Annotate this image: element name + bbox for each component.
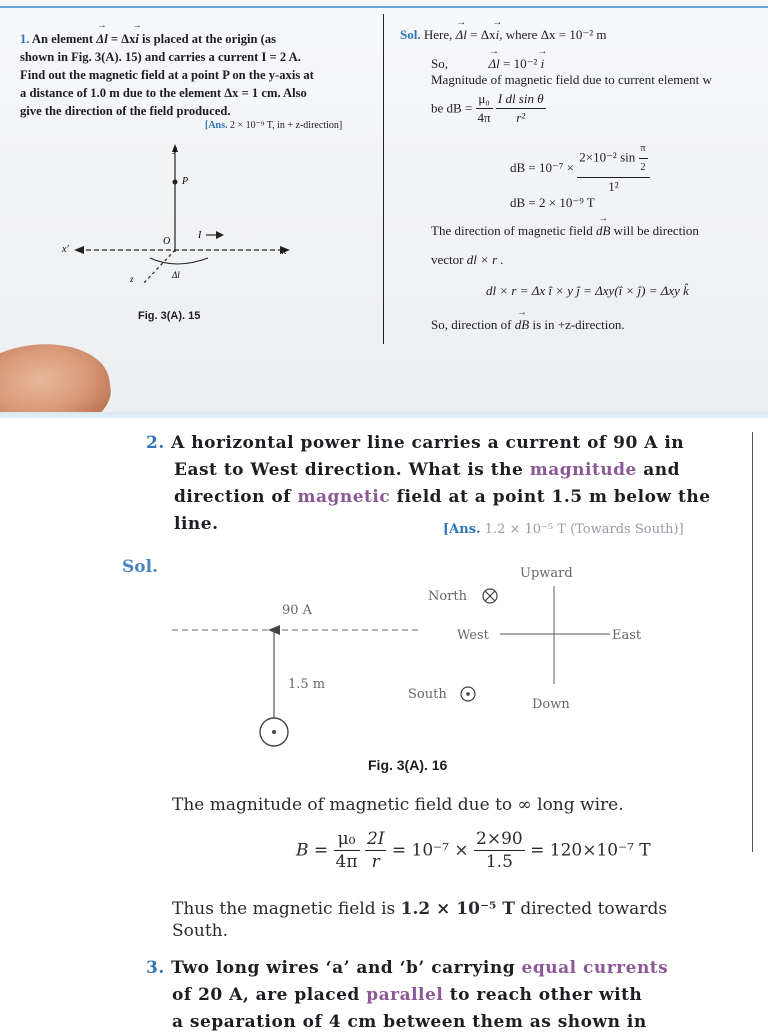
sol1-db-vec-2: → dB (515, 316, 529, 334)
result-value: 1.2 × 10⁻⁵ T (400, 899, 515, 919)
q1-line-1 (20, 30, 370, 48)
sol1-pi-2 (639, 140, 648, 177)
distance-label: 1.5 m (288, 677, 326, 692)
sol1-vector-dl-2: → Δl (488, 55, 499, 73)
result-text-c: directed towards (520, 899, 668, 919)
label-dl: Δl (172, 270, 180, 280)
sol1-frac-mu (476, 90, 493, 127)
sol1-4pi: 4π (477, 110, 491, 125)
result-text-d: South. (172, 921, 229, 941)
sol1-db-10: dB = 10⁻⁷ × (510, 160, 574, 175)
z-axis (142, 250, 175, 285)
q2-text-2a: East to West direction. What is the (174, 460, 524, 480)
sol1-num-text: 2×10⁻² sin (579, 149, 636, 165)
q3-line-2 (146, 982, 746, 1009)
x-prime-arrowhead (74, 246, 84, 254)
q1-line-2: shown in Fig. 3(A). 15) and carries a current I = 2 A. (20, 50, 301, 64)
result-text-a: Thus the magnetic field is (172, 899, 396, 919)
q1-text-1a: An element (31, 32, 94, 46)
sol1-z-direction: is in +z-direction. (532, 317, 625, 332)
formula-frac-2i (365, 828, 387, 873)
sol1-line-4 (431, 90, 546, 127)
formula-b (296, 828, 651, 873)
q2-text-3a: direction of (174, 487, 292, 507)
sol1-unit-i: → i (496, 26, 500, 44)
sol1-line-1 (400, 26, 607, 44)
q1-number: 1. (20, 32, 30, 46)
q1-vector-dl: → Δl (96, 30, 107, 48)
q1-line-3: Find out the magnetic field at a point P on the y-axis at (20, 68, 314, 82)
q1-text-1b: = Δx (110, 32, 136, 46)
top-rule (0, 6, 768, 8)
sol1-two: 2 (640, 162, 646, 173)
sol1-db-vec: → dB (596, 222, 610, 240)
label-z: z (130, 274, 134, 284)
right-divider (752, 432, 753, 852)
q3-text-2c: to reach other with (449, 985, 643, 1005)
current-label: 90 A (282, 603, 313, 618)
sol1-pi: π (639, 140, 648, 159)
q1-line-4: a distance of 1.0 m due to the element Δx = 1 cm. Also (20, 86, 307, 100)
q3-equal-currents: equal currents (521, 958, 669, 978)
q1-answer-text: 2 × 10⁻⁹ T, in + z-direction] (230, 120, 343, 131)
q1-text-1c: is placed at the origin (as (142, 32, 277, 46)
label-x: x (282, 246, 287, 257)
q2-number: 2. (146, 433, 165, 453)
sol1-vector-dl: → Δl (456, 26, 467, 44)
formula-2i: 2I (366, 829, 385, 849)
q2-text-2c: and (643, 460, 681, 480)
question-1 (20, 30, 370, 120)
sol1-r2: r² (516, 110, 526, 125)
label-x-prime: x′ (62, 244, 69, 255)
sol1-numerator (577, 140, 649, 178)
q2-text-3c: field at a point 1.5 m below the (396, 487, 711, 507)
down-label: Down (532, 697, 570, 712)
label-o: O (163, 236, 171, 247)
q3-number: 3. (146, 958, 165, 978)
q1-line-5: give the direction of the field produced. (20, 104, 231, 118)
formula-eq2: = 120×10⁻⁷ T (530, 840, 651, 861)
sol1-eq-10: = 10⁻² (502, 56, 538, 71)
south-label: South (408, 687, 447, 702)
q2-magnitude: magnitude (529, 460, 637, 480)
point-p (173, 180, 178, 185)
q2-text-1: A horizontal power line carries a current of 90 A in (171, 433, 685, 453)
element-brace (150, 258, 208, 264)
sol1-so: So, (431, 56, 448, 71)
figure-3a-16 (170, 560, 650, 750)
sol1-label: Sol. (400, 27, 421, 42)
sol1-frac-idl (496, 90, 546, 127)
upward-label: Upward (520, 566, 573, 581)
sol1-line-10 (431, 316, 625, 334)
formula-4pi: 4π (335, 852, 358, 872)
sol1-direction: The direction of magnetic field (431, 223, 593, 238)
label-y: y (173, 144, 177, 154)
formula-b-label: B = (296, 840, 329, 861)
sol1-line-9: dl × r = Δx î × y ĵ = Δxy(î × ĵ) = Δxy k̂ (486, 283, 689, 298)
sol1-here: Here, (423, 27, 453, 42)
sol1-vector-word: vector (431, 252, 464, 267)
q3-text-1a: Two long wires ‘a’ and ‘b’ carrying (171, 958, 516, 978)
sol1-line-6: dB = 2 × 10⁻⁹ T (510, 195, 595, 210)
east-label: East (612, 628, 642, 643)
q2-line-2 (146, 457, 746, 484)
sol1-unit-i-2: → i (541, 55, 545, 73)
sol1-frac-num (577, 140, 649, 196)
q1-answer (205, 120, 342, 131)
q2-magnetic: magnetic (297, 487, 391, 507)
sol1-so-direction: So, direction of (431, 317, 512, 332)
sol1-line-7 (431, 222, 699, 240)
sol1-mu: μ₀ (476, 90, 493, 109)
sol1-den: 1² (608, 179, 619, 194)
q2-answer-text: 1.2 × 10⁻⁵ T (Towards South)] (484, 522, 684, 537)
q2-line-4: line. (174, 514, 219, 534)
q3-text-2a: of 20 A, are placed (172, 985, 360, 1005)
formula-den: 1.5 (485, 852, 513, 872)
bottom-rule (0, 412, 768, 418)
sol2-label: Sol. (122, 557, 158, 577)
sol1-will-be: will be direction (613, 223, 699, 238)
q3-parallel: parallel (366, 985, 444, 1005)
formula-frac-num (474, 828, 525, 873)
sol1-eq-dx: = Δx (470, 27, 496, 42)
q3-line-1 (146, 955, 746, 982)
sol1-line-3: Magnitude of magnetic field due to current element w (431, 72, 712, 87)
top-book-page (0, 0, 768, 412)
paragraph-result (172, 898, 742, 942)
north-label: North (428, 589, 468, 604)
formula-mu: μ₀ (334, 828, 360, 851)
label-i: I (198, 230, 202, 241)
south-dot (466, 692, 470, 696)
sol1-line-5 (510, 140, 650, 196)
q2-line-3 (146, 484, 746, 511)
sol1-line-8 (431, 251, 504, 269)
formula-num: 2×90 (476, 829, 523, 849)
q1-answer-prefix: [Ans. (205, 120, 228, 131)
q3-line-3: a separation of 4 cm between them as shown in (172, 1012, 647, 1032)
west-label: West (457, 628, 489, 643)
thumb-photo (0, 335, 116, 412)
figure-3a-15 (58, 140, 298, 290)
sol1-idl: I dl sin θ (496, 90, 546, 109)
paragraph-magnitude: The magnitude of magnetic field due to ∞ long wire. (172, 795, 624, 815)
q1-unit-i: → i (135, 30, 139, 48)
figure-16-caption: Fig. 3(A). 16 (368, 757, 448, 773)
field-point-dot (272, 730, 276, 734)
q2-answer (443, 522, 684, 537)
sol1-where: , where Δx = 10⁻² m (499, 27, 607, 42)
formula-eq1: = 10⁻⁷ × (391, 840, 469, 861)
sol1-be-db: be dB = (431, 100, 473, 116)
current-arrowhead (216, 231, 224, 239)
formula-frac-mu (334, 828, 360, 873)
formula-r: r (371, 852, 380, 872)
q2-answer-prefix: [Ans. (443, 522, 481, 537)
q2-line-1 (146, 430, 746, 457)
label-p: P (182, 176, 189, 187)
column-divider (383, 14, 384, 344)
figure-15-caption: Fig. 3(A). 15 (138, 310, 201, 322)
sol1-dl-cross-r: dl × r . (466, 252, 504, 267)
